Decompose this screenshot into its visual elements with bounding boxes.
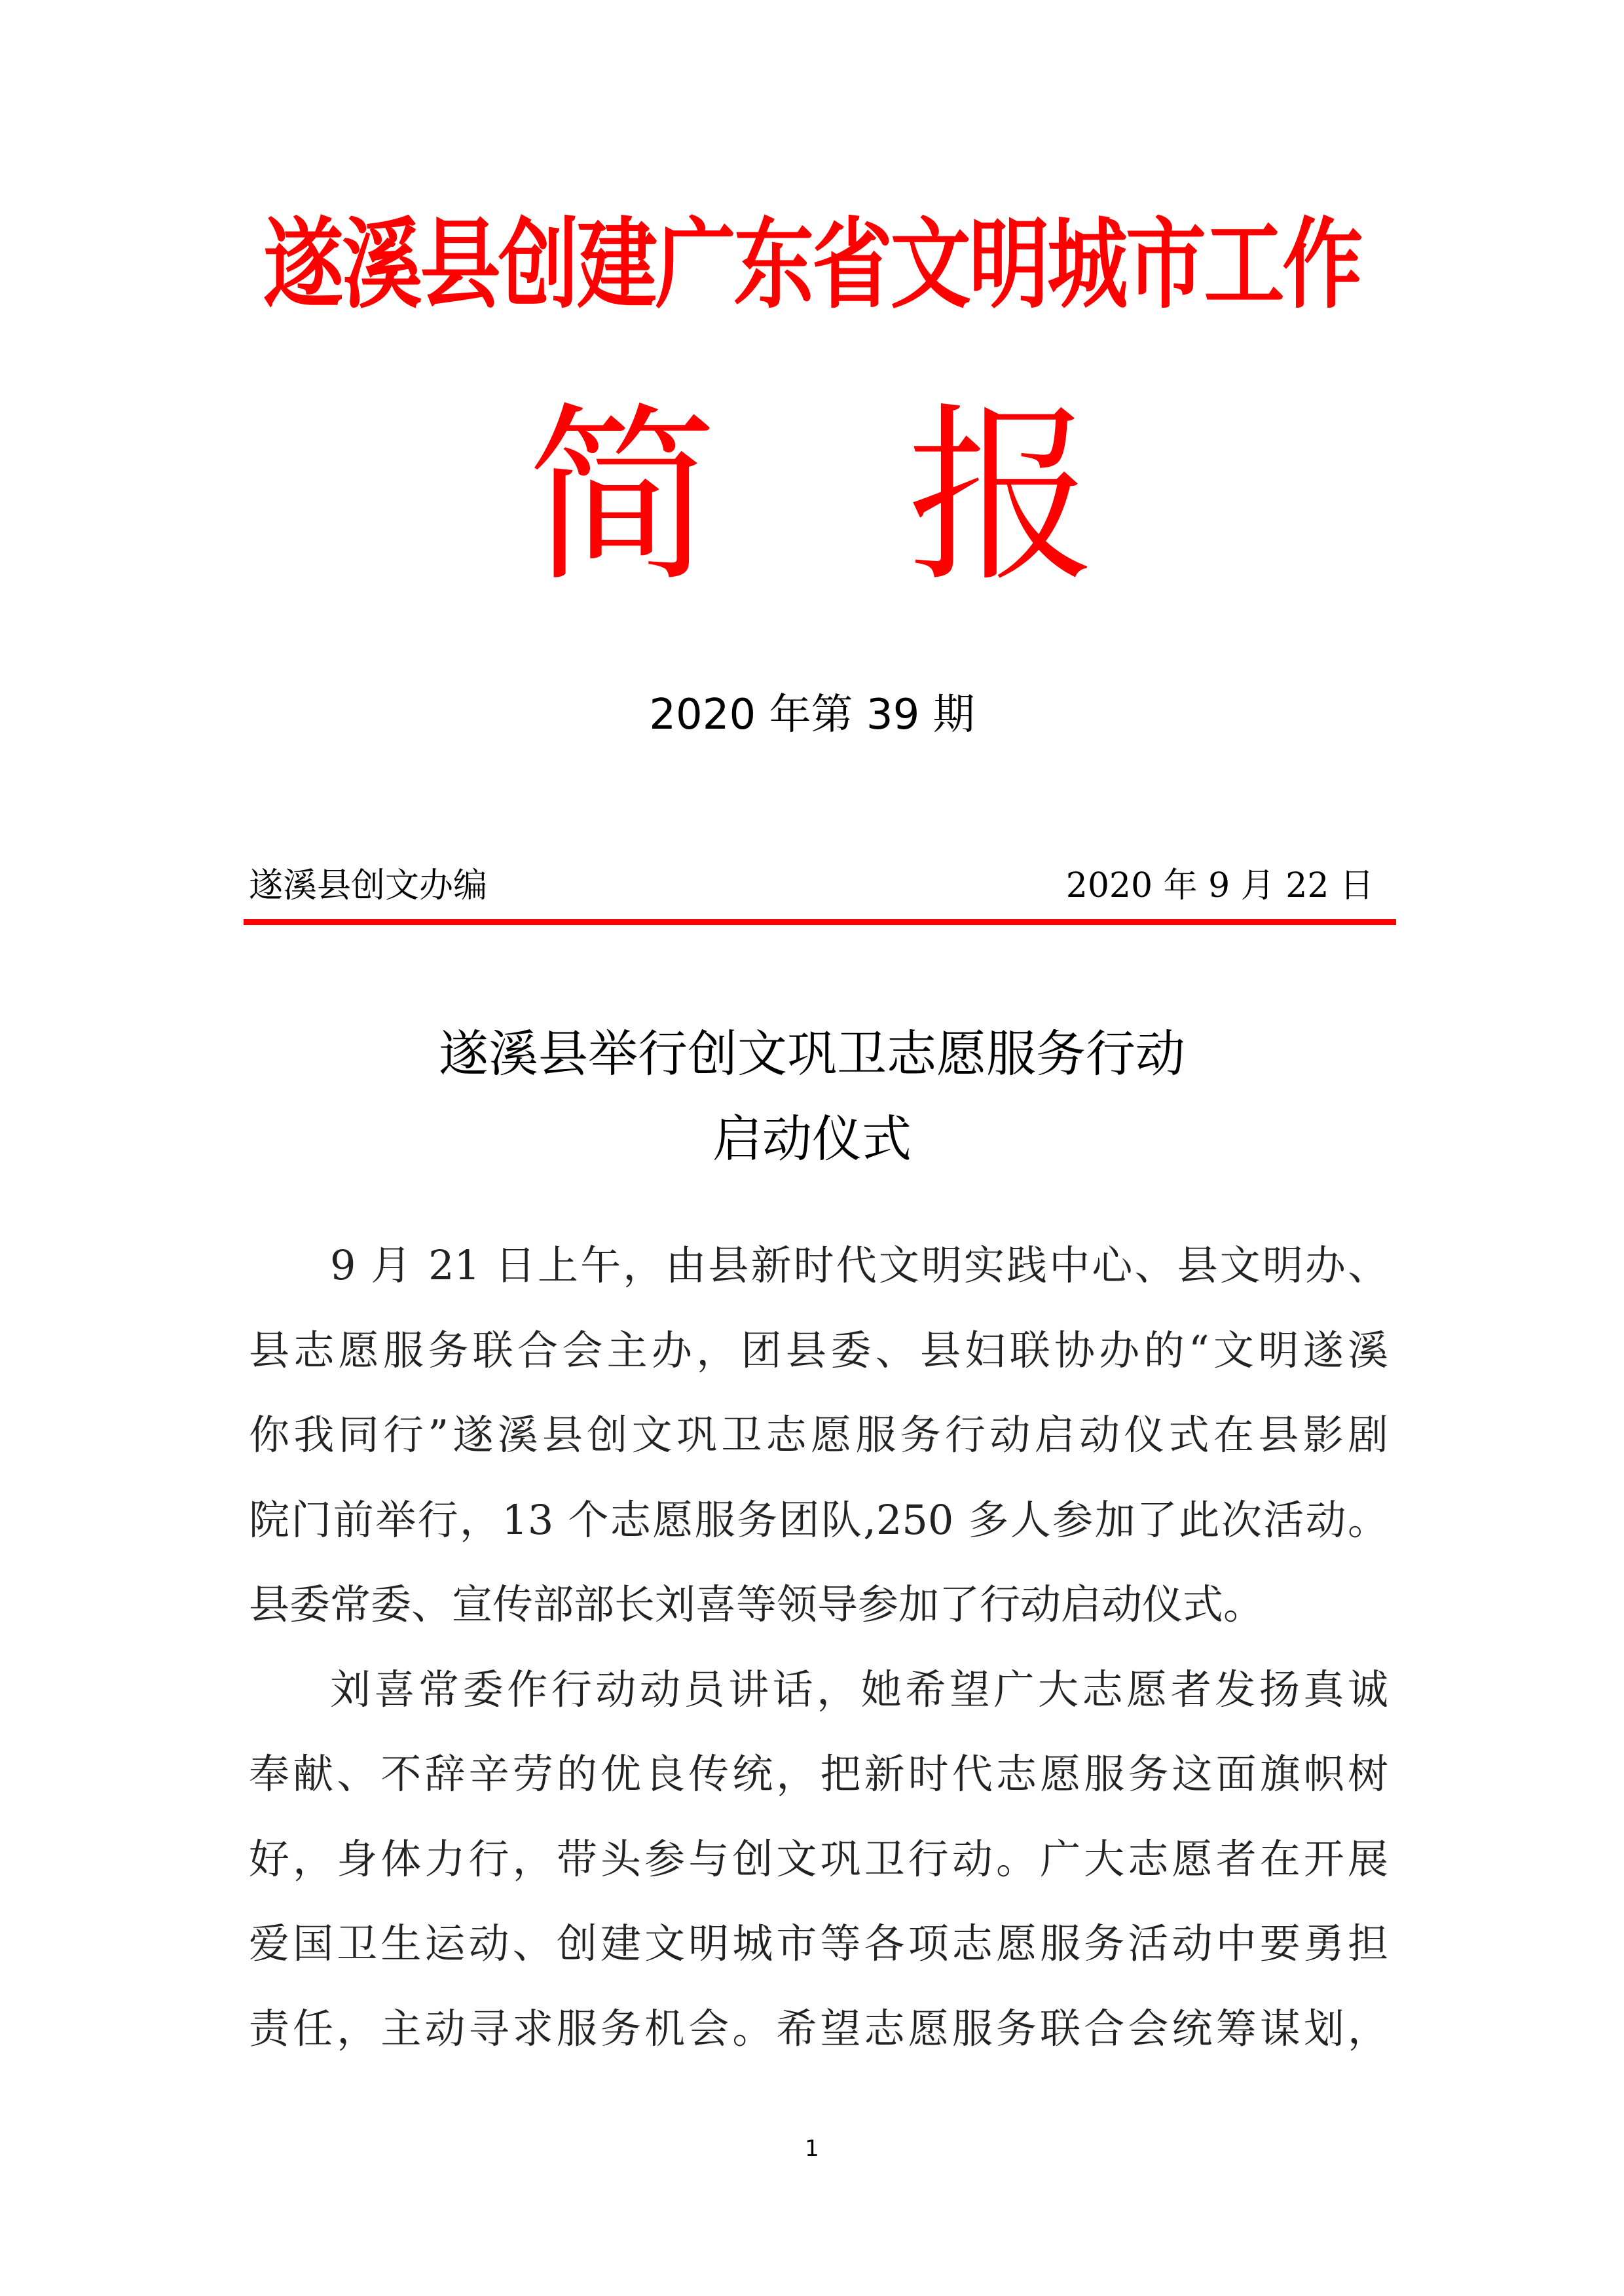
- body-line: 院门前举行，13 个志愿服务团队,250 多人参加了此次活动。: [249, 1495, 1388, 1544]
- body-line: 好，身体力行，带头参与创文巩卫行动。广大志愿者在开展: [249, 1834, 1388, 1883]
- masthead-bulletin-label: [0, 387, 1624, 608]
- article-title: [0, 1011, 1624, 1182]
- page-number: 1: [805, 2136, 819, 2162]
- masthead-org-title: 遂溪县创建广东省文明城市工作: [263, 208, 1361, 322]
- body-line: 县志愿服务联合会主办，团县委、县妇联协办的“文明遂溪: [249, 1326, 1388, 1374]
- body-line: 奉献、不辞辛劳的优良传统，把新时代志愿服务这面旗帜树: [249, 1750, 1388, 1798]
- publish-date: 2020 年 9 月 22 日: [1065, 866, 1374, 905]
- body-line: 爱国卫生运动、创建文明城市等各项志愿服务活动中要勇担: [249, 1920, 1388, 1967]
- body-line: 责任，主动寻求服务机会。希望志愿服务联合会统筹谋划，: [249, 2004, 1388, 2052]
- red-divider-rule: [244, 919, 1396, 925]
- editor-label: 遂溪县创文办编: [249, 866, 488, 905]
- bulletin-char-bao: 报: [907, 387, 1097, 608]
- meta-row: [249, 863, 1374, 909]
- article-title-line-2: 启动仪式: [712, 1110, 912, 1168]
- body-line: 县委常委、宣传部部长刘喜等领导参加了行动启动仪式。: [249, 1580, 1264, 1628]
- article-title-line-1: 遂溪县举行创文巩卫志愿服务行动: [439, 1025, 1185, 1083]
- body-line: 你我同行”遂溪县创文巩卫志愿服务行动启动仪式在县影剧: [249, 1411, 1388, 1459]
- article-body: [249, 1223, 1388, 2071]
- body-line: 刘喜常委作行动动员讲话，她希望广大志愿者发扬真诚: [330, 1665, 1388, 1713]
- body-line: 9 月 21 日上午，由县新时代文明实践中心、县文明办、: [330, 1241, 1388, 1289]
- issue-number: 2020 年第 39 期: [649, 691, 975, 739]
- bulletin-char-jian: 简: [527, 387, 717, 608]
